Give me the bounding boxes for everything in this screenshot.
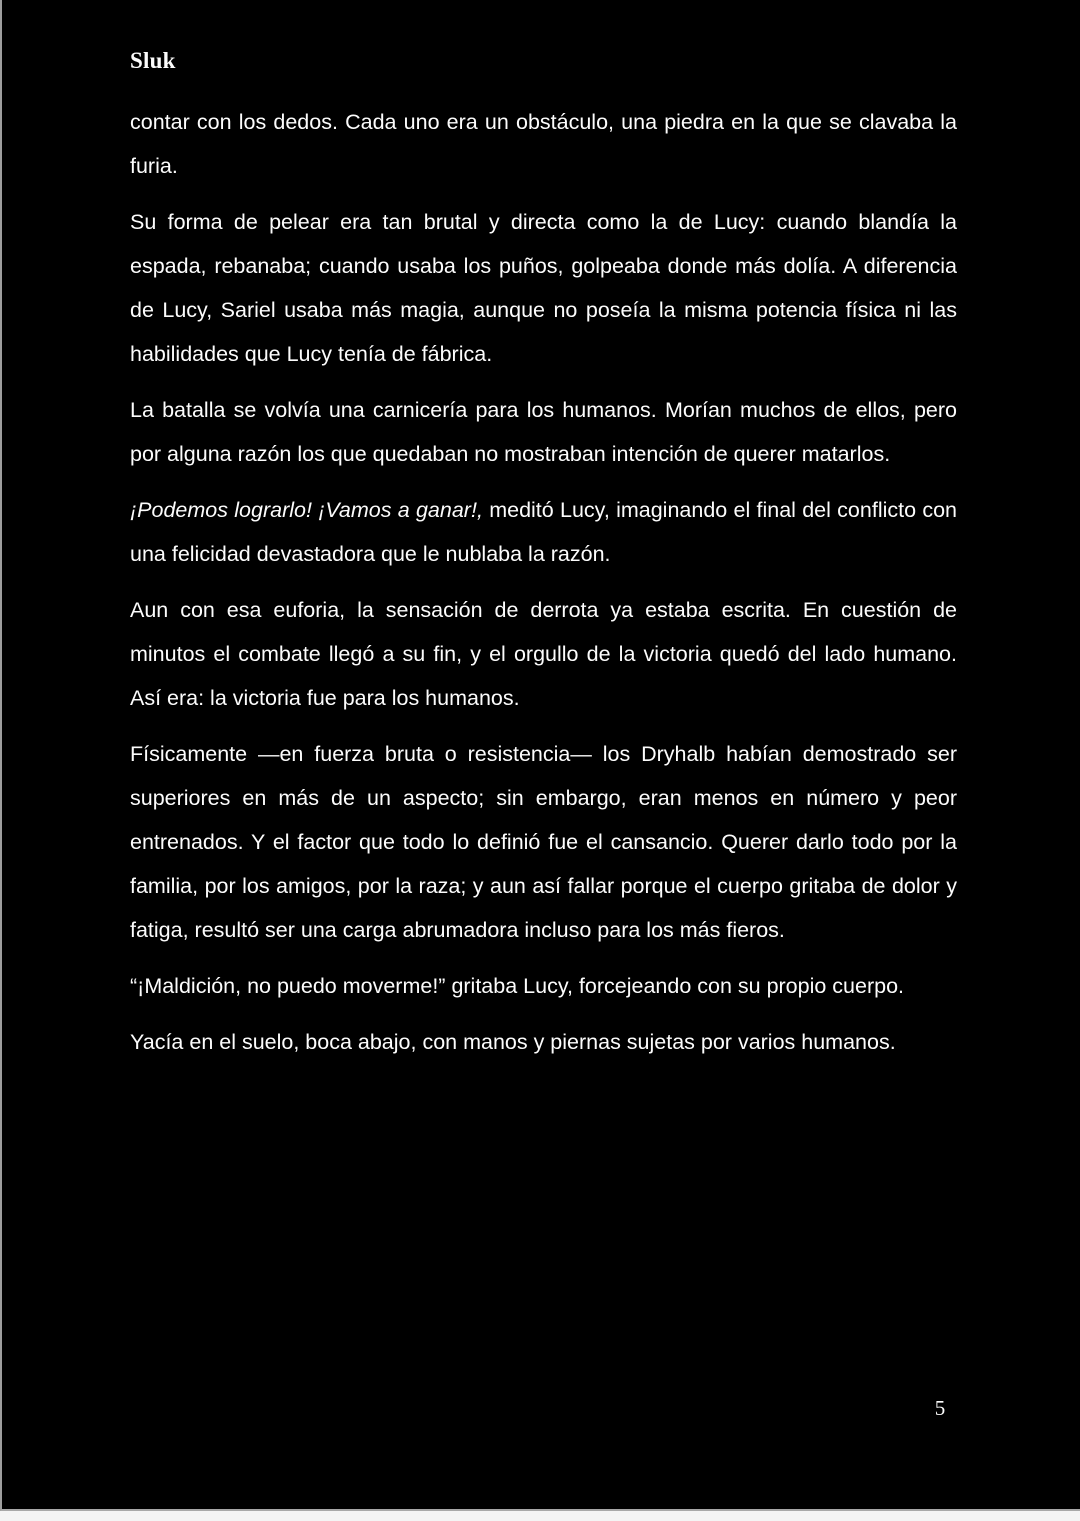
paragraph — [130, 200, 957, 376]
paragraph-text: Su forma de pelear era tan brutal y directa como la de Lucy: cuando blandía la espada, rebanaba; cuando usaba los puños, golpeaba donde más dolía. A diferencia de Lucy, Sariel usaba más magia, aunque no poseía la misma potencia física ni las habilidades que Lucy tenía de fábrica. — [130, 210, 957, 366]
viewer-background-strip — [0, 1513, 1080, 1521]
paragraph — [130, 1020, 957, 1064]
page-number: 5 — [934, 1396, 946, 1420]
paragraph-text: meditó Lucy, imaginando el final del conflicto con una felicidad devastadora que le nublaba la razón. — [130, 498, 957, 566]
paragraph-italic-text: ¡Podemos lograrlo! ¡Vamos a ganar!, — [130, 498, 483, 522]
paragraph-text: Yacía en el suelo, boca abajo, con manos y piernas sujetas por varios humanos. — [130, 1030, 896, 1054]
paragraph — [130, 388, 957, 476]
paragraph — [130, 588, 957, 720]
paragraph — [130, 488, 957, 576]
paragraph-text: contar con los dedos. Cada uno era un obstáculo, una piedra en la que se clavaba la furia. — [130, 110, 957, 178]
running-header: Sluk — [130, 48, 176, 73]
page-body-text — [130, 100, 957, 1064]
paragraph — [130, 964, 957, 1008]
paragraph-text: Aun con esa euforia, la sensación de derrota ya estaba escrita. En cuestión de minutos el combate llegó a su fin, y el orgullo de la victoria quedó del lado humano. Así era: la victoria fue para los humanos. — [130, 598, 957, 710]
paragraph-text: “¡Maldición, no puedo moverme!” gritaba Lucy, forcejeando con su propio cuerpo. — [130, 974, 905, 998]
paragraph — [130, 100, 957, 188]
paragraph-text: Físicamente —en fuerza bruta o resistencia— los Dryhalb habían demostrado ser superiores en más de un aspecto; sin embargo, eran menos en número y peor entrenados. Y el factor que todo lo definió fue el cansancio. Querer darlo todo por la familia, por los amigos, por la raza; y aun así fallar porque el cuerpo gritaba de dolor y fatiga, resultó ser una carga abrumadora incluso para los más fieros. — [130, 742, 957, 942]
paragraph-text: La batalla se volvía una carnicería para los humanos. Morían muchos de ellos, pero por alguna razón los que quedaban no mostraban intención de querer matarlos. — [130, 398, 957, 466]
paragraph — [130, 732, 957, 952]
